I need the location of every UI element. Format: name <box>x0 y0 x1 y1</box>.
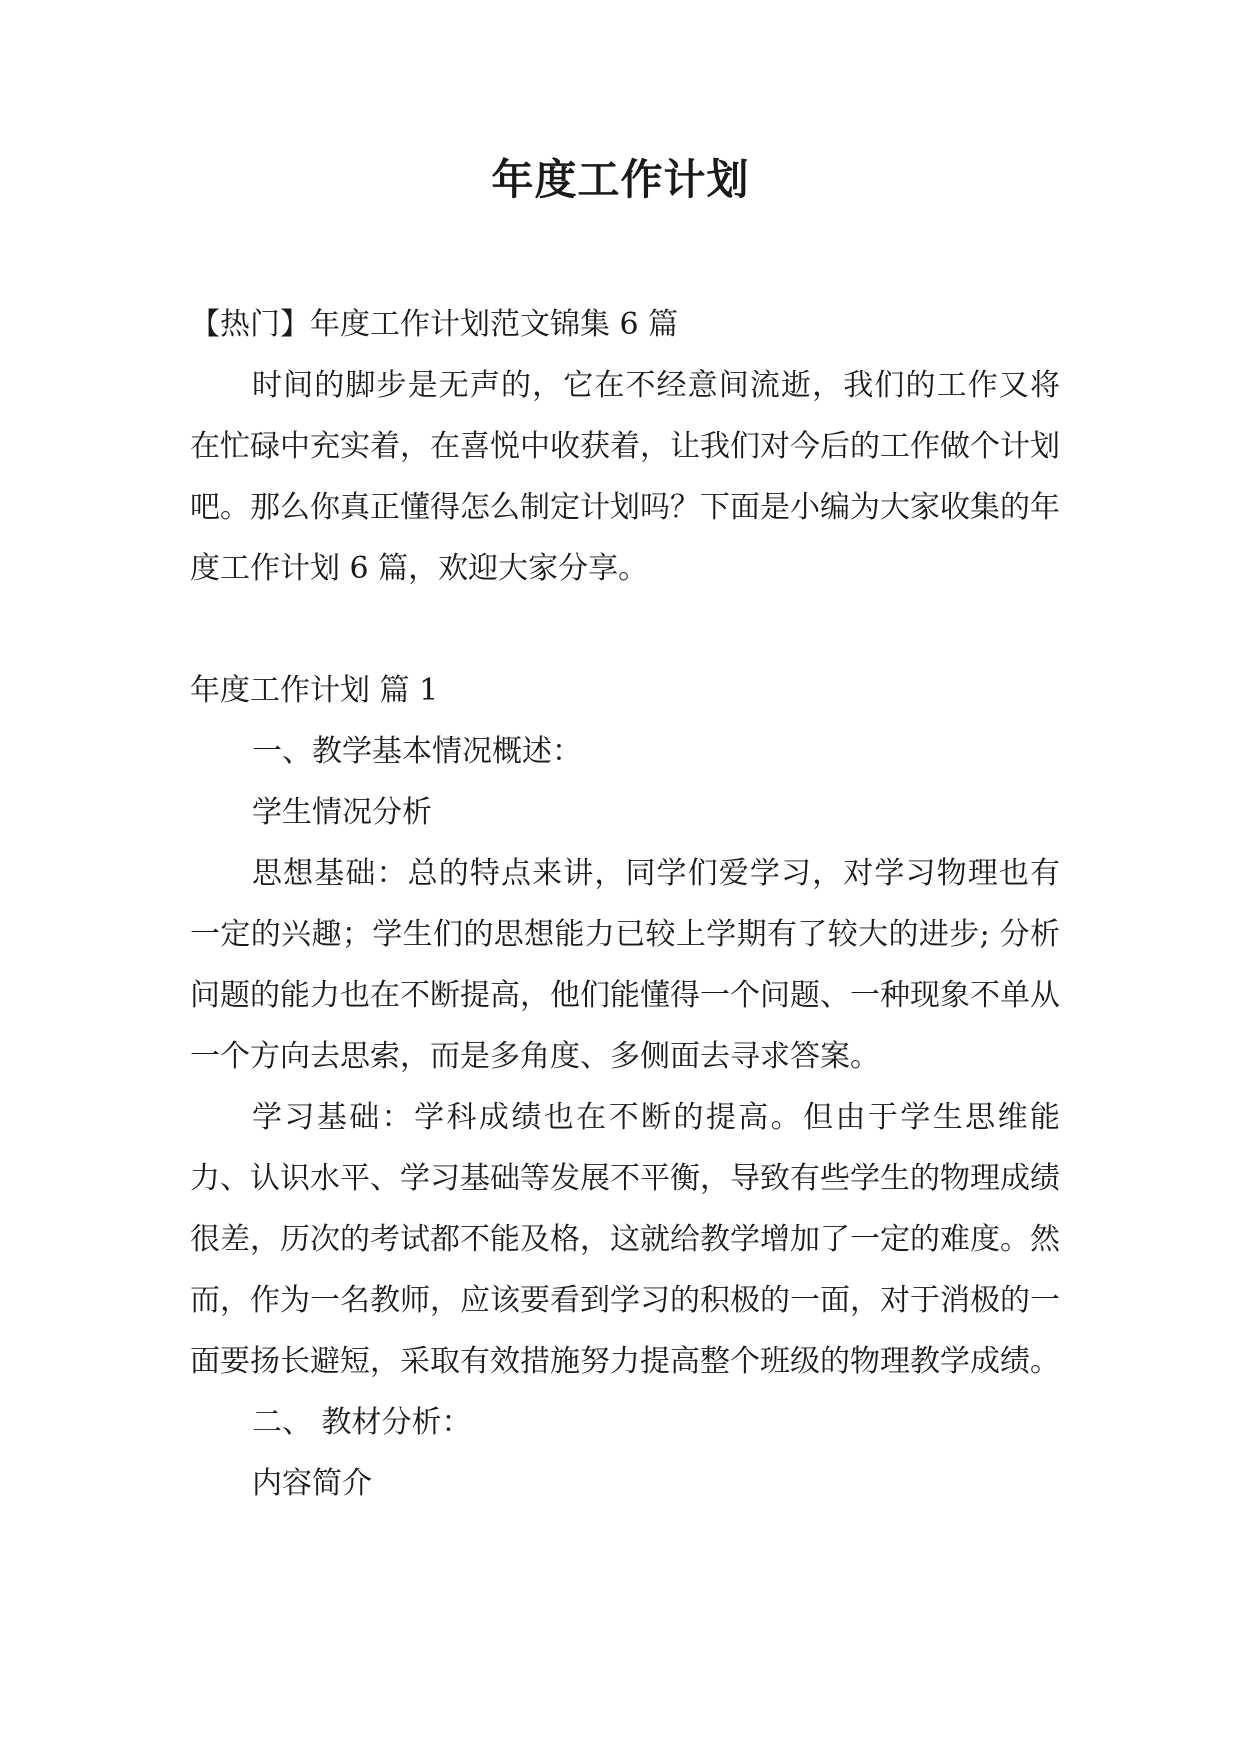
heading-textbook-analysis: 二、 教材分析： <box>252 1405 472 1440</box>
intro-paragraph: 时间的脚步是无声的，它在不经意间流逝，我们的工作又将在忙碌中充实着，在喜悦中收获着，让我们对今后的工作做个计划吧。那么你真正懂得怎么制定计划吗？下面是小编为大家收集的年度工作计划 6 篇，欢迎大家分享。 <box>190 368 1060 586</box>
subheading-content-summary: 内容简介 <box>252 1466 372 1501</box>
document-body <box>190 294 1060 1514</box>
paragraph-thinking-foundation: 思想基础：总的特点来讲，同学们爱学习，对学习物理也有一定的兴趣；学生们的思想能力已较上学期有了较大的进步; 分析问题的能力也在不断提高，他们能懂得一个问题、一种现象不单从一个方向去思索，而是多角度、多侧面去寻求答案。 <box>190 856 1060 1074</box>
section-heading: 年度工作计划 篇 1 <box>190 673 439 708</box>
paragraph-learning-foundation: 学习基础：学科成绩也在不断的提高。但由于学生思维能力、认识水平、学习基础等发展不平衡，导致有些学生的物理成绩很差，历次的考试都不能及格，这就给教学增加了一定的难度。然而，作为一名教师，应该要看到学习的积极的一面，对于消极的一面要扬长避短，采取有效措施努力提高整个班级的物理教学成绩。 <box>190 1100 1060 1379</box>
document-subtitle: 【热门】年度工作计划范文锦集 6 篇 <box>190 307 679 342</box>
heading-teaching-overview: 一、教学基本情况概述： <box>252 734 582 769</box>
subheading-student-analysis: 学生情况分析 <box>252 795 432 830</box>
document-title: 年度工作计划 <box>491 155 750 204</box>
spacer <box>190 599 1060 660</box>
